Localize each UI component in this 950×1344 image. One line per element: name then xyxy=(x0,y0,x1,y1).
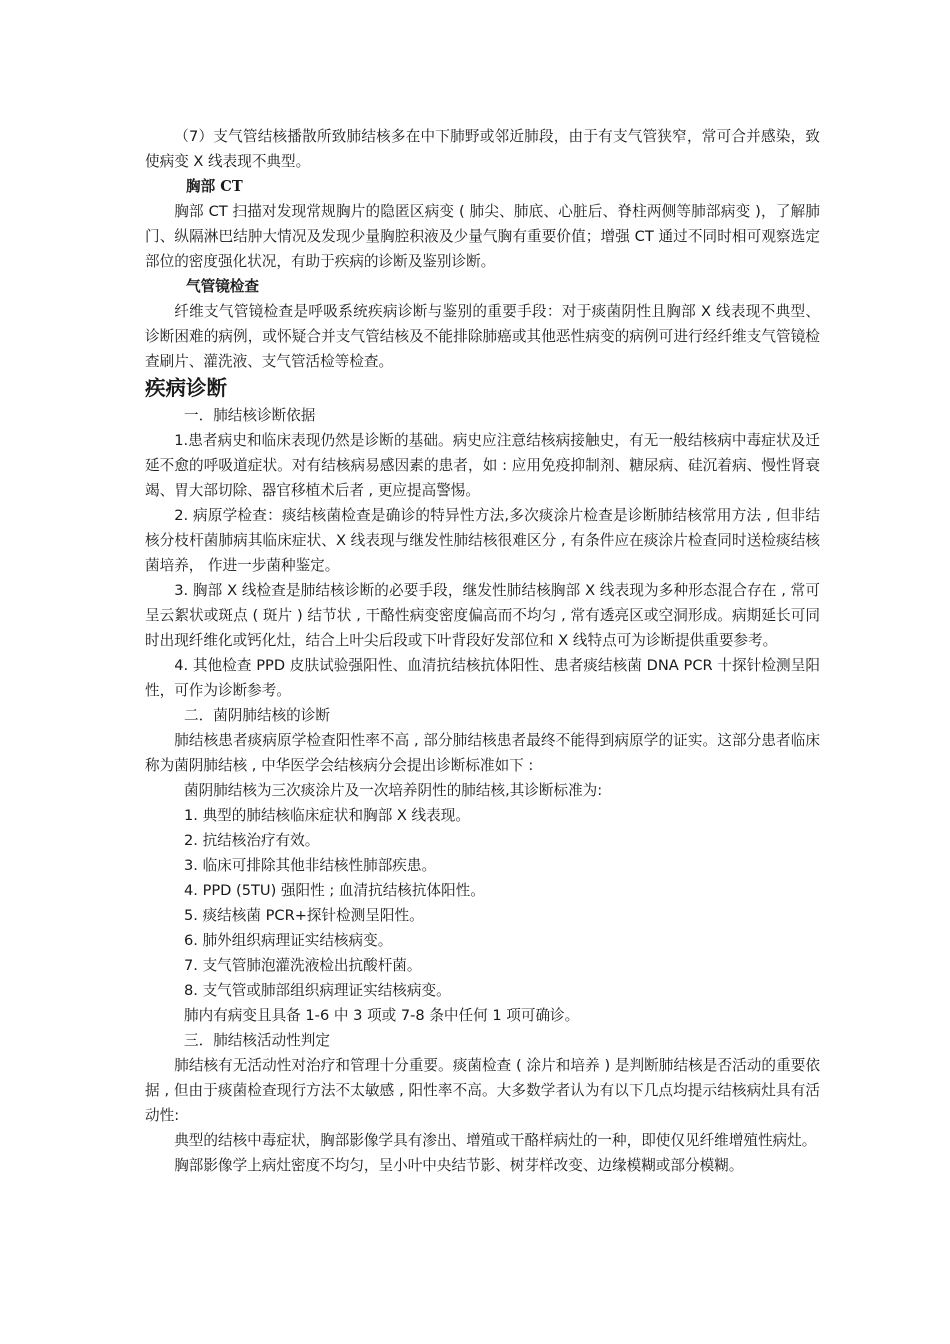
paragraph-bronchoscopy: 纤维支气管镜检查是呼吸系统疾病诊断与鉴别的重要手段：对于痰菌阴性且胸部 X 线表现不典型、诊断困难的病例，或怀疑合并支气管结核及不能排除肺癌或其他恶性病变的病例可进行经纤维支气管镜检查刷片、灌洗液、支气管活检等检查。 xyxy=(145,303,820,370)
heading-disease-diagnosis: 疾病诊断 xyxy=(145,376,227,400)
list-item: 5. 痰结核菌 PCR+探针检测呈阳性。 xyxy=(184,907,424,924)
heading-chest-ct: 胸部 CT xyxy=(186,178,243,195)
paragraph-etiology: 2. 病原学检查：痰结核菌检查是确诊的特异性方法,多次痰涂片检查是诊断肺结核常用方法 , 但非结核分枝杆菌肺病其临床症状、X 线表现与继发性肺结核很难区分 , 有条件应在痰涂片检查同时送检痰结核菌培养， 作进一步菌种鉴定。 xyxy=(145,507,820,574)
heading-bronchoscopy: 气管镜检查 xyxy=(186,278,259,295)
paragraph-chest-ct: 胸部 CT 扫描对发现常规胸片的隐匿区病变 ( 肺尖、肺底、心脏后、脊柱两侧等肺部病变 )，了解肺门、纵隔淋巴结肿大情况及发现少量胸腔积液及少量气胸有重要价值；增强 CT 通过不同时相可观察选定部位的密度强化状况，有助于疾病的诊断及鉴别诊断。 xyxy=(145,203,820,270)
section-title-activity: 三．肺结核活动性判定 xyxy=(184,1032,330,1049)
paragraph-activity-symptoms: 典型的结核中毒症状，胸部影像学具有渗出、增殖或干酪样病灶的一种，即使仅见纤维增殖性病灶。 xyxy=(174,1132,817,1149)
list-item: 4. PPD (5TU) 强阳性 ; 血清抗结核抗体阳性。 xyxy=(184,882,485,899)
paragraph-negative-tb-intro: 肺结核患者痰病原学检查阳性率不高 , 部分肺结核患者最终不能得到病原学的证实。这部分患者临床称为菌阴肺结核 , 中华医学会结核病分会提出诊断标准如下 : xyxy=(145,732,820,774)
paragraph-activity-intro: 肺结核有无活动性对治疗和管理十分重要。痰菌检查 ( 涂片和培养 ) 是判断肺结核是否活动的重要依据 , 但由于痰菌检查现行方法不太敏感 , 阳性率不高。大多数学者认为有以下几点均提示结核病灶具有活动性: xyxy=(145,1057,820,1124)
section-title-diagnosis-basis: 一．肺结核诊断依据 xyxy=(184,407,316,424)
list-item: 1. 典型的肺结核临床症状和胸部 X 线表现。 xyxy=(184,807,470,824)
list-item: 3. 临床可排除其他非结核性肺部疾患。 xyxy=(184,857,437,874)
paragraph-confirmation-rule: 肺内有病变且具备 1-6 中 3 项或 7-8 条中任何 1 项可确诊。 xyxy=(184,1007,580,1024)
paragraph-history: 1.患者病史和临床表现仍然是诊断的基础。病史应注意结核病接触史，有无一般结核病中毒症状及迁延不愈的呼吸道症状。对有结核病易感因素的患者，如 : 应用免疫抑制剂、糖尿病、硅沉着病、慢性肾衰竭、胃大部切除、器官移植术后者 , 更应提高警惕。 xyxy=(145,432,820,499)
list-item: 7. 支气管肺泡灌洗液检出抗酸杆菌。 xyxy=(184,957,422,974)
criteria-list xyxy=(145,803,820,1003)
paragraph-bronchial-spread: （7）支气管结核播散所致肺结核多在中下肺野或邻近肺段，由于有支气管狭窄，常可合并感染，致使病变 X 线表现不典型。 xyxy=(145,128,820,170)
paragraph-xray: 3. 胸部 X 线检查是肺结核诊断的必要手段，继发性肺结核胸部 X 线表现为多种形态混合存在 , 常可呈云絮状或斑点 ( 斑片 ) 结节状 , 干酪性病变密度偏高而不均匀 , 常有透亮区或空洞形成。病期延长可同时出现纤维化或钙化灶，结合上叶尖后段或下叶背段好发部位和 X 线特点可为诊断提供重要参考。 xyxy=(145,582,820,649)
paragraph-activity-imaging: 胸部影像学上病灶密度不均匀，呈小叶中央结节影、树芽样改变、边缘模糊或部分模糊。 xyxy=(174,1157,744,1174)
section-title-negative-tb: 二．菌阴肺结核的诊断 xyxy=(184,707,330,724)
document-page xyxy=(145,124,820,1178)
list-item: 6. 肺外组织病理证实结核病变。 xyxy=(184,932,393,949)
paragraph-other-tests: 4. 其他检查 PPD 皮肤试验强阳性、血清抗结核抗体阳性、患者痰结核菌 DNA PCR 十探针检测呈阳性，可作为诊断参考。 xyxy=(145,657,820,699)
list-item: 8. 支气管或肺部组织病理证实结核病变。 xyxy=(184,982,451,999)
list-item: 2. 抗结核治疗有效。 xyxy=(184,832,320,849)
paragraph-negative-tb-criteria-lead: 菌阴肺结核为三次痰涂片及一次培养阴性的肺结核,其诊断标准为: xyxy=(184,782,603,799)
